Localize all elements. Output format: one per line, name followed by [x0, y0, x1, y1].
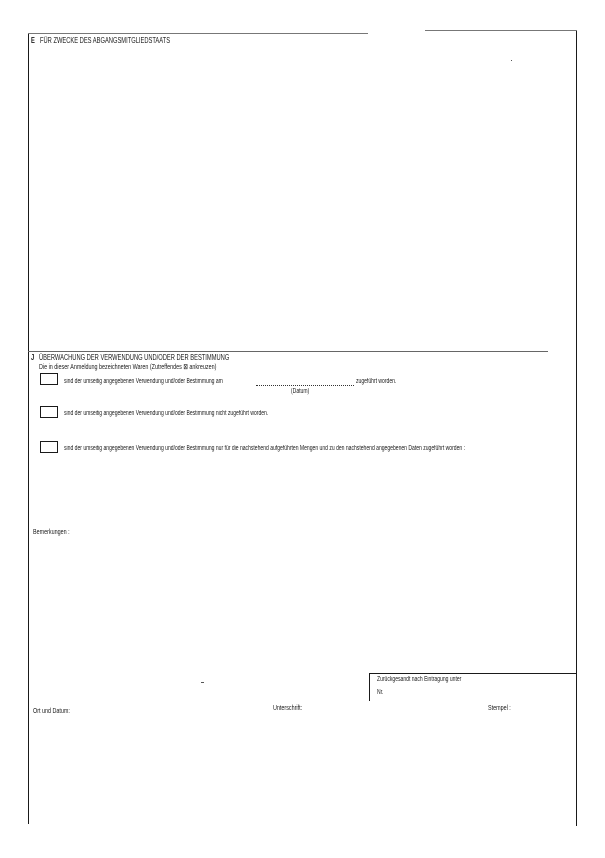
scan-speck — [511, 60, 512, 61]
top-border-right — [425, 30, 577, 31]
returned-box-left — [369, 673, 370, 701]
section-j-intro: Die in dieser Anmeldung bezeichneten Waren (Zutreffendes ⊠ ankreuzen) — [39, 362, 217, 371]
right-border — [576, 30, 577, 826]
left-border — [28, 34, 29, 824]
option-1-checkbox[interactable] — [40, 373, 58, 385]
section-e-letter: E — [31, 36, 35, 45]
date-caption: (Datum) — [291, 388, 310, 395]
option-3-checkbox[interactable] — [40, 441, 58, 453]
option-2-checkbox[interactable] — [40, 406, 58, 418]
scan-speck-2 — [201, 682, 204, 683]
returned-label: Zurückgesandt nach Eintragung unter — [377, 676, 462, 683]
stamp-label: Stempel : — [488, 703, 511, 712]
top-border — [28, 33, 368, 34]
place-date-label: Ort und Datum: — [33, 706, 70, 715]
option-3-text: sind der umseitig angegebenen Verwendung und/oder Bestimmung nur für die nachstehend aufgeführten Mengen und zu den nachstehend angegebenen Daten zugeführt worden : — [64, 445, 465, 452]
option-2-text: sind der umseitig angegebenen Verwendung und/oder Bestimmung nicht zugeführt worden. — [64, 410, 269, 417]
date-dotted-line — [256, 385, 354, 386]
option-1-text: sind der umseitig angegebenen Verwendung und/oder Bestimmung am — [64, 378, 223, 385]
section-j-letter: J — [31, 353, 35, 362]
returned-box-top — [369, 673, 577, 674]
section-j-title: ÜBERWACHUNG DER VERWENDUNG UND/ODER DER BESTIMMUNG — [39, 353, 230, 362]
number-label: Nr. — [377, 689, 384, 696]
section-divider — [28, 351, 548, 352]
section-e-title: FÜR ZWECKE DES ABGANGSMITGLIEDSTAATS — [40, 36, 171, 45]
remarks-label: Bemerkungen : — [33, 527, 70, 536]
signature-label: Unterschrift: — [273, 703, 303, 712]
option-1-text-end: zugeführt worden. — [356, 378, 397, 385]
